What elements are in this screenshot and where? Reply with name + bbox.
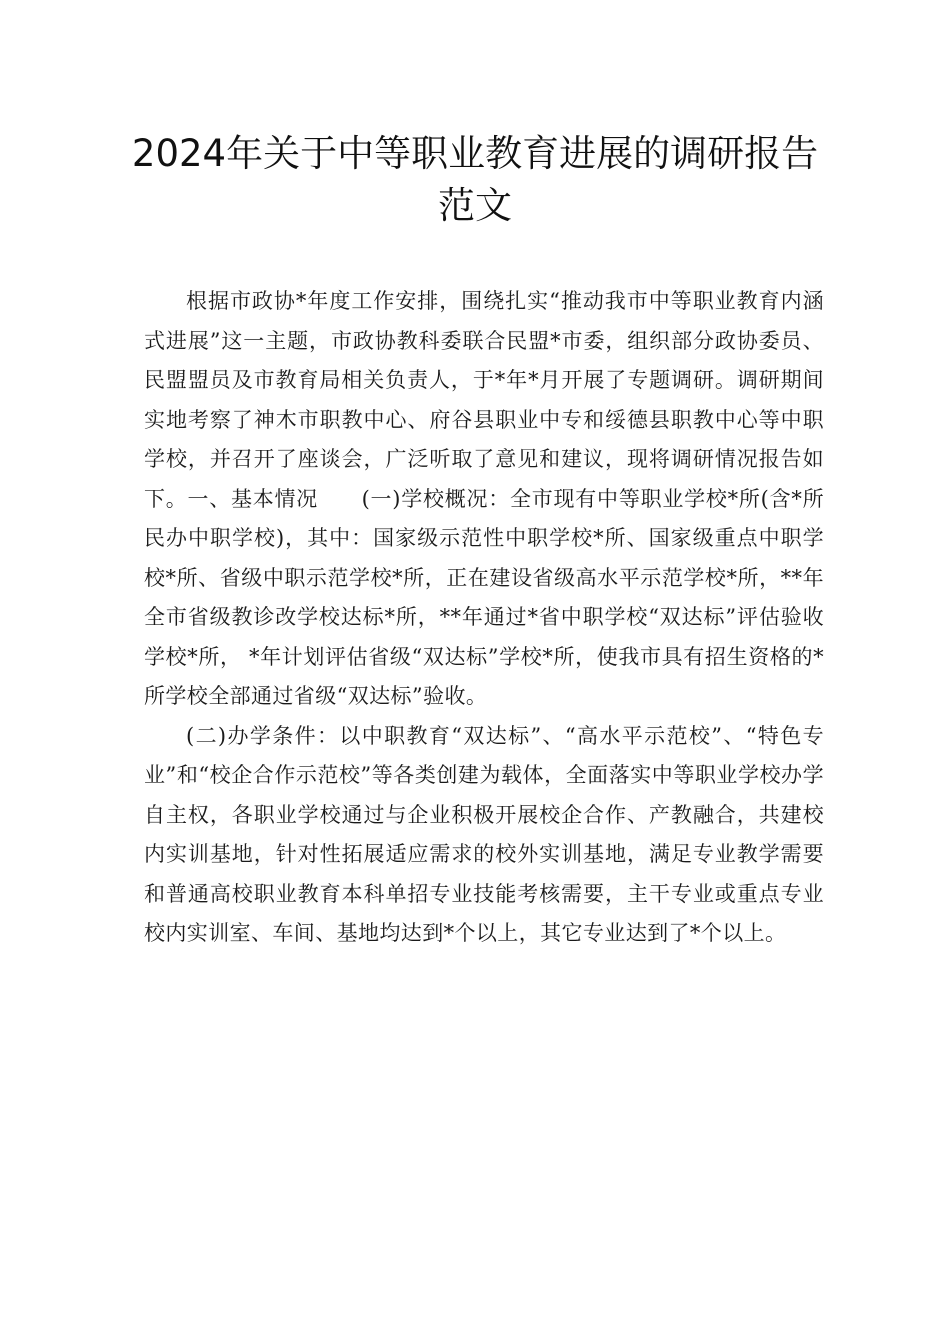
paragraph-1: 根据市政协*年度工作安排，围绕扎实“推动我市中等职业教育内涵式进展”这一主题，市政协教科委联合民盟*市委，组织部分政协委员、民盟盟员及市教育局相关负责人，于*年*月开展了专题调研。调研期间实地考察了神木市职教中心、府谷县职业中专和绥德县职教中心等中职学校，并召开了座谈会，广泛听取了意见和建议，现将调研情况报告如下。一、基本情况 (一)学校概况：全市现有中等职业学校*所(含*所民办中职学校)，其中：国家级示范性中职学校*所、国家级重点中职学校*所、省级中职示范学校*所，正在建设省级高水平示范学校*所，**年全市省级教诊改学校达标*所，**年通过*省中职学校“双达标”评估验收学校*所， *年计划评估省级“双达标”学校*所，使我市具有招生资格的*所学校全部通过省级“双达标”验收。 (144, 289, 824, 708)
document-body (144, 282, 824, 954)
paragraph-2: (二)办学条件：以中职教育“双达标”、“高水平示范校”、“特色专业”和“校企合作示范校”等各类创建为载体，全面落实中等职业学校办学自主权，各职业学校通过与企业积极开展校企合作、产教融合，共建校内实训基地，针对性拓展适应需求的校外实训基地，满足专业教学需要和普通高校职业教育本科单招专业技能考核需要，主干专业或重点专业校内实训室、车间、基地均达到*个以上，其它专业达到了*个以上。 (144, 723, 824, 945)
document-title: 2024年关于中等职业教育进展的调研报告范文 (131, 132, 819, 227)
